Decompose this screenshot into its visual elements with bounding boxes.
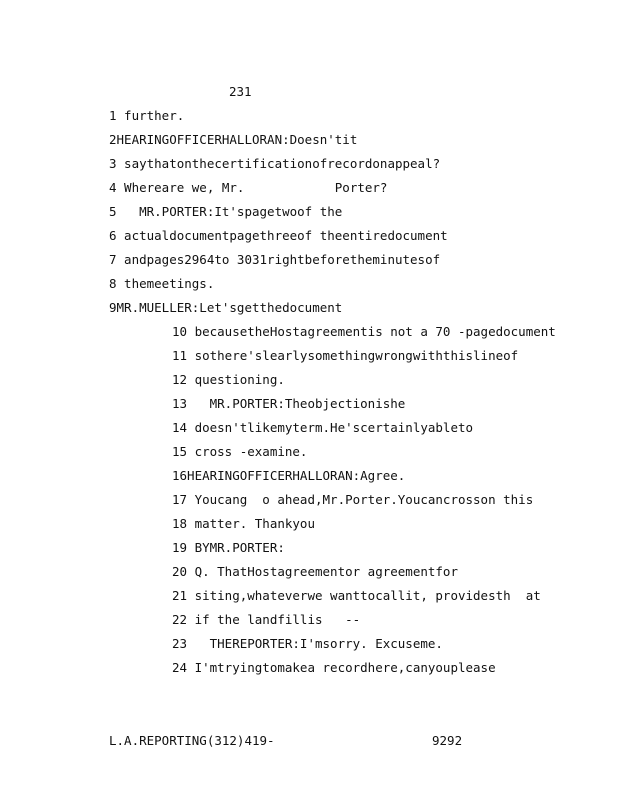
transcript-line: 14 doesn'tlikemyterm.He'scertainlyableto <box>172 420 474 435</box>
transcript-line: 1 further. <box>109 108 185 123</box>
transcript-line: 3 saythatonthecertificationofrecordonappeal? <box>109 156 441 171</box>
transcript-line: 6 actualdocumentpagethreeof theentiredocument <box>109 228 448 243</box>
transcript-line: 4 Whereare we, Mr. Porter? <box>109 180 388 195</box>
transcript-line: 2HEARINGOFFICERHALLORAN:Doesn'tit <box>109 132 358 147</box>
transcript-line: 19 BYMR.PORTER: <box>172 540 285 555</box>
transcript-line: 22 if the landfillis -- <box>172 612 361 627</box>
transcript-line: 5 MR.PORTER:It'spagetwoof the <box>109 204 343 219</box>
transcript-line: 24 I'mtryingtomakea recordhere,canyouplease <box>172 660 496 675</box>
transcript-line: 13 MR.PORTER:Theobjectionishe <box>172 396 406 411</box>
transcript-line: 16HEARINGOFFICERHALLORAN:Agree. <box>172 468 406 483</box>
transcript-line: 12 questioning. <box>172 372 285 387</box>
transcript-line: 7 andpages2964to 3031rightbeforetheminutesof <box>109 252 441 267</box>
transcript-line: 15 cross -examine. <box>172 444 308 459</box>
transcript-line: 18 matter. Thankyou <box>172 516 315 531</box>
transcript-line: 9MR.MUELLER:Let'sgetthedocument <box>109 300 343 315</box>
transcript-line: 17 Youcang o ahead,Mr.Porter.Youcancrosson this <box>172 492 534 507</box>
footer-reporting-name: L.A.REPORTING(312)419- <box>109 733 275 748</box>
transcript-line: 20 Q. ThatHostagreementor agreementfor <box>172 564 458 579</box>
transcript-line: 11 sothere'slearlysomethingwrongwiththislineof <box>172 348 519 363</box>
transcript-line: 10 becausetheHostagreementis not a 70 -pagedocument <box>172 324 556 339</box>
transcript-line: 23 THEREPORTER:I'msorry. Excuseme. <box>172 636 443 651</box>
transcript-line: 21 siting,whateverwe wanttocallit, providesth at <box>172 588 541 603</box>
page-number: 231 <box>229 84 252 99</box>
transcript-line: 8 themeetings. <box>109 276 215 291</box>
footer-phone-suffix: 9292 <box>432 733 463 748</box>
